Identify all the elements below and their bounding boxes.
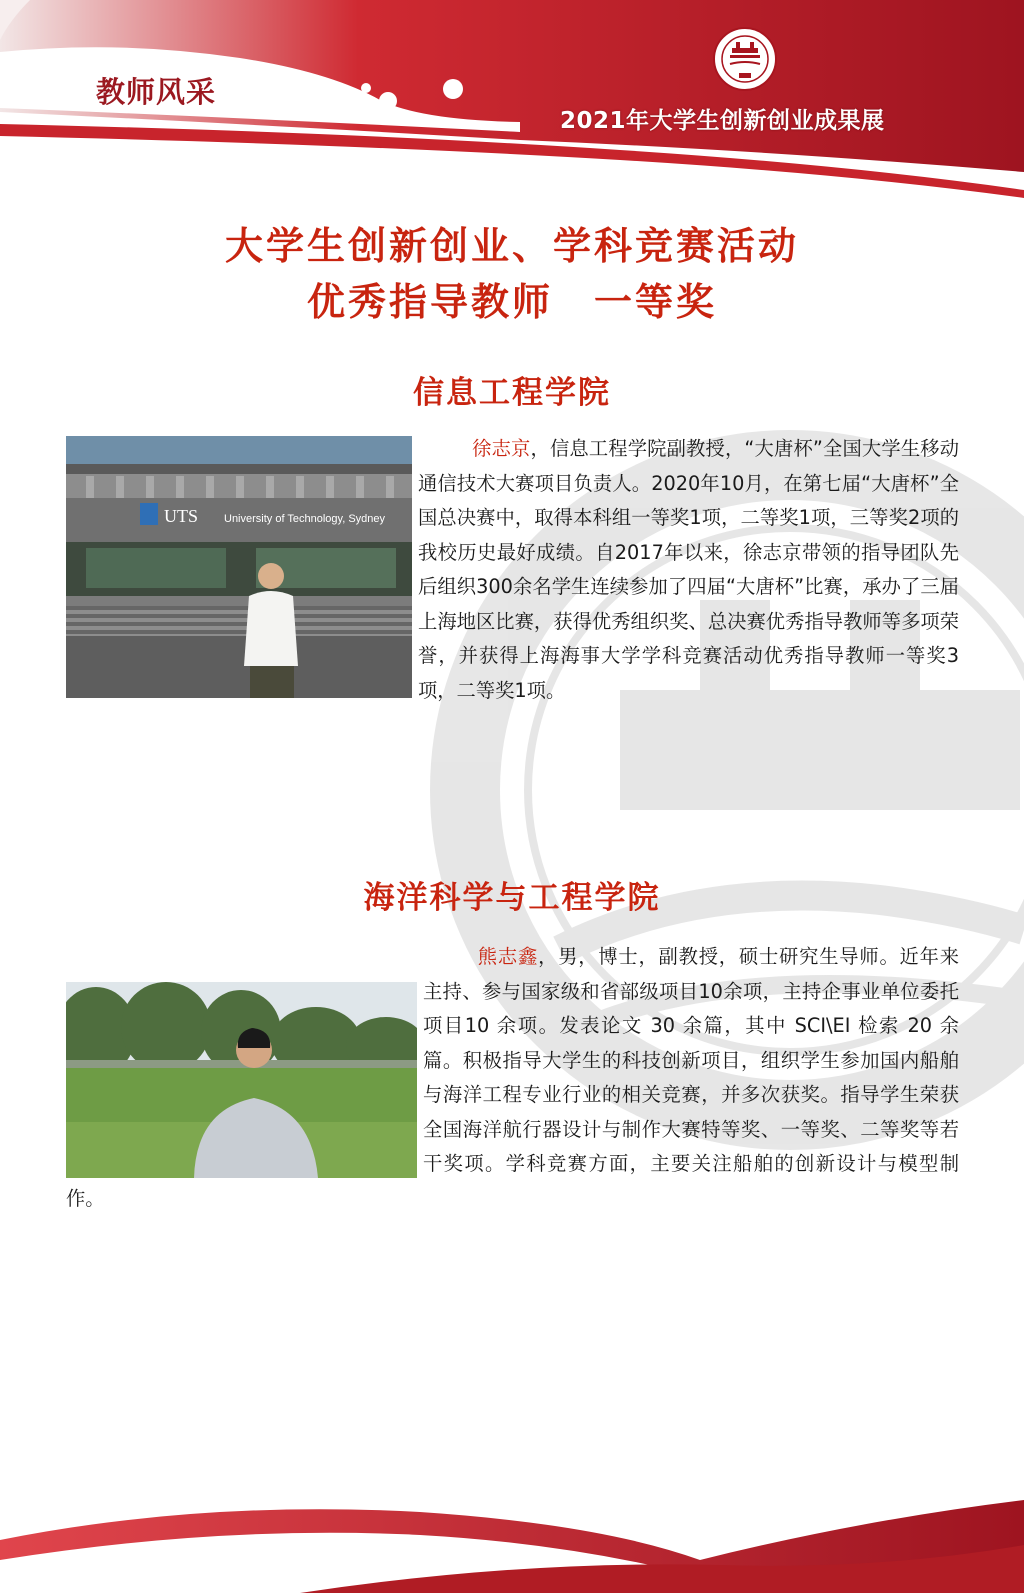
university-seal-icon [712,26,778,92]
college-heading-1: 信息工程学院 [413,375,611,411]
teacher-bio-text-2: ，男，博士，副教授，硕士研究生导师。近年来主持、参与国家级和省部级项目10余项，主持企事业单位委托项目10 余项。发表论文 30 余篇，其中 SCI\EI 检索 20 余篇。积极指导大学生的科技创新项目，组织学生参加国内船舶与海洋工程专业行业的相关竞赛，并多次获奖。指导学生荣获全国海洋航行器设计与制作大赛特等奖、一等奖、二等奖等若干奖项。学科竞赛方面，主要关注船舶的创新设计与模型制作。 [66,945,960,1210]
teacher-name-1: 徐志京 [472,437,531,460]
award-title-line2: 优秀指导教师 一等奖 [306,280,717,324]
profile-bio-2 [66,940,959,1216]
profile-bio-1 [66,432,959,708]
teacher-bio-text-1: ，信息工程学院副教授，“大唐杯”全国大学生移动通信技术大赛项目负责人。2020年10月，在第七届“大唐杯”全国总决赛中，取得本科组一等奖1项，二等奖1项，三等奖2项的我校历史最好成绩。自2017年以来，徐志京带领的指导团队先后组织300余名学生连续参加了四届“大唐杯”比赛，承办了三届上海地区比赛，获得优秀组织奖、总决赛优秀指导教师等多项荣誉，并获得上海海事大学学科竞赛活动优秀指导教师一等奖3项，二等奖1项。 [418,437,959,702]
award-title-line1: 大学生创新创业、学科竞赛活动 [224,224,799,268]
teacher-photo-1 [66,436,412,698]
college-heading-2: 海洋科学与工程学院 [363,880,661,916]
award-title [0,218,1024,330]
teacher-photo-2 [66,982,417,1178]
photo-sign-subtext: University of Technology, Sydney [224,513,386,525]
photo-sign-text: UTS [164,506,199,526]
section-tag: 教师风采 [96,75,217,109]
banner-title: 2021年大学生创新创业成果展 [560,108,885,134]
teacher-name-2: 熊志鑫 [477,945,539,968]
